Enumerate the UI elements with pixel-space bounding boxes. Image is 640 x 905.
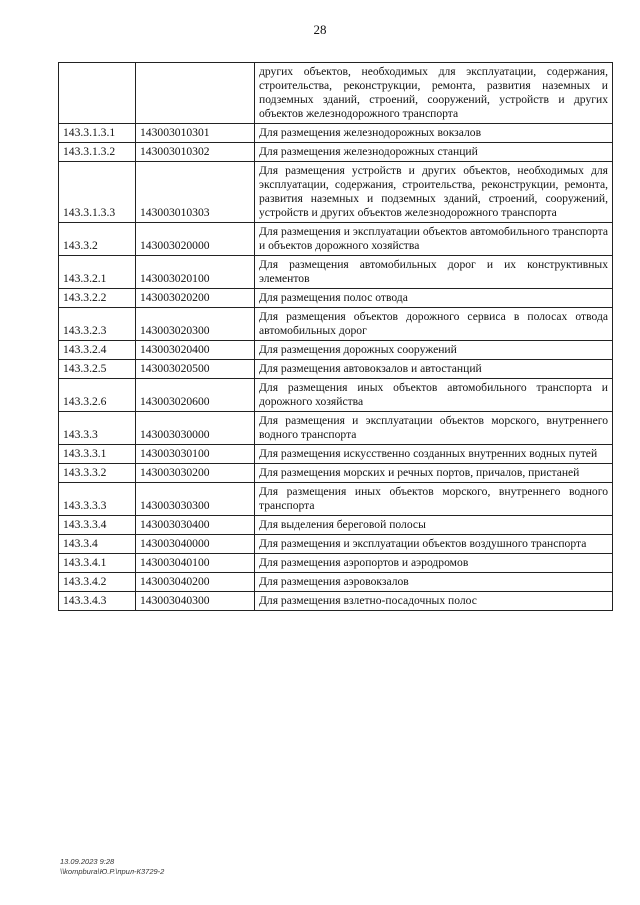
footer-file-path: \\kompbura\Ю.Р.\прил-К3729-2: [60, 867, 165, 876]
row-code-cell: 143.3.4: [59, 535, 136, 554]
row-number-cell: 143003010303: [136, 162, 255, 223]
row-code-cell: 143.3.2.3: [59, 308, 136, 341]
row-code-cell: [59, 63, 136, 124]
table-row: [59, 483, 613, 516]
row-code-cell: 143.3.1.3.1: [59, 124, 136, 143]
row-code-cell: 143.3.1.3.2: [59, 143, 136, 162]
row-number-cell: 143003030100: [136, 445, 255, 464]
table-row: [59, 535, 613, 554]
row-number-cell: 143003020200: [136, 289, 255, 308]
row-description-cell: Для размещения дорожных сооружений: [255, 341, 613, 360]
row-number-cell: 143003020600: [136, 379, 255, 412]
row-description-cell: Для размещения автовокзалов и автостанций: [255, 360, 613, 379]
row-description-cell: Для размещения устройств и других объектов, необходимых для эксплуатации, содержания, строительства, реконструкции, ремонта, развития наземных и подземных зданий, строений, сооружений, устройств и других объектов железнодорожного транспорта: [255, 162, 613, 223]
row-number-cell: 143003040100: [136, 554, 255, 573]
row-code-cell: 143.3.2.4: [59, 341, 136, 360]
row-description-cell: Для размещения и эксплуатации объектов воздушного транспорта: [255, 535, 613, 554]
row-number-cell: 143003030000: [136, 412, 255, 445]
classification-table: [58, 62, 613, 611]
row-number-cell: 143003040000: [136, 535, 255, 554]
row-description-cell: Для размещения и эксплуатации объектов морского, внутреннего водного транспорта: [255, 412, 613, 445]
row-description-cell: Для размещения полос отвода: [255, 289, 613, 308]
row-code-cell: 143.3.3.2: [59, 464, 136, 483]
table-row: [59, 124, 613, 143]
row-description-cell: Для размещения иных объектов морского, внутреннего водного транспорта: [255, 483, 613, 516]
row-description-cell: Для размещения железнодорожных станций: [255, 143, 613, 162]
table-row: [59, 412, 613, 445]
row-code-cell: 143.3.2.6: [59, 379, 136, 412]
row-description-cell: Для размещения железнодорожных вокзалов: [255, 124, 613, 143]
row-description-cell: Для размещения иных объектов автомобильного транспорта и дорожного хозяйства: [255, 379, 613, 412]
row-number-cell: 143003020100: [136, 256, 255, 289]
table-row: [59, 341, 613, 360]
row-description-cell: Для размещения взлетно-посадочных полос: [255, 592, 613, 611]
row-number-cell: 143003020400: [136, 341, 255, 360]
row-description-cell: Для размещения аэропортов и аэродромов: [255, 554, 613, 573]
row-code-cell: 143.3.4.3: [59, 592, 136, 611]
row-description-cell: других объектов, необходимых для эксплуатации, содержания, строительства, реконструкции, ремонта, развития наземных и подземных зданий, строений, сооружений, устройств и других объектов железнодорожного транспорта: [255, 63, 613, 124]
row-code-cell: 143.3.1.3.3: [59, 162, 136, 223]
row-code-cell: 143.3.2.1: [59, 256, 136, 289]
table-row: [59, 256, 613, 289]
table-row: [59, 573, 613, 592]
table-row: [59, 308, 613, 341]
row-code-cell: 143.3.2: [59, 223, 136, 256]
row-number-cell: 143003020300: [136, 308, 255, 341]
row-number-cell: 143003040300: [136, 592, 255, 611]
table-row: [59, 464, 613, 483]
row-number-cell: 143003040200: [136, 573, 255, 592]
row-number-cell: 143003030300: [136, 483, 255, 516]
row-number-cell: 143003010301: [136, 124, 255, 143]
row-description-cell: Для размещения морских и речных портов, причалов, пристаней: [255, 464, 613, 483]
table-row: [59, 162, 613, 223]
row-number-cell: 143003010302: [136, 143, 255, 162]
row-code-cell: 143.3.4.2: [59, 573, 136, 592]
row-description-cell: Для размещения и эксплуатации объектов автомобильного транспорта и объектов дорожного хозяйства: [255, 223, 613, 256]
row-description-cell: Для размещения автомобильных дорог и их конструктивных элементов: [255, 256, 613, 289]
table-row: [59, 592, 613, 611]
table-row: [59, 360, 613, 379]
footer-timestamp: 13.09.2023 9:28: [60, 857, 115, 866]
table-row: [59, 143, 613, 162]
table-row: [59, 63, 613, 124]
row-code-cell: 143.3.3.1: [59, 445, 136, 464]
table-row: [59, 223, 613, 256]
document-footer: [60, 857, 164, 877]
row-description-cell: Для размещения объектов дорожного сервиса в полосах отвода автомобильных дорог: [255, 308, 613, 341]
page-number: 28: [313, 22, 327, 37]
row-description-cell: Для выделения береговой полосы: [255, 516, 613, 535]
row-code-cell: 143.3.3: [59, 412, 136, 445]
table-row: [59, 554, 613, 573]
row-number-cell: 143003020500: [136, 360, 255, 379]
row-description-cell: Для размещения искусственно созданных внутренних водных путей: [255, 445, 613, 464]
table-row: [59, 516, 613, 535]
table-body: [59, 63, 613, 611]
row-description-cell: Для размещения аэровокзалов: [255, 573, 613, 592]
row-code-cell: 143.3.2.5: [59, 360, 136, 379]
row-code-cell: 143.3.2.2: [59, 289, 136, 308]
row-code-cell: 143.3.4.1: [59, 554, 136, 573]
table-row: [59, 445, 613, 464]
table-row: [59, 289, 613, 308]
row-code-cell: 143.3.3.3: [59, 483, 136, 516]
row-number-cell: 143003020000: [136, 223, 255, 256]
row-code-cell: 143.3.3.4: [59, 516, 136, 535]
row-number-cell: [136, 63, 255, 124]
row-number-cell: 143003030200: [136, 464, 255, 483]
table-row: [59, 379, 613, 412]
row-number-cell: 143003030400: [136, 516, 255, 535]
